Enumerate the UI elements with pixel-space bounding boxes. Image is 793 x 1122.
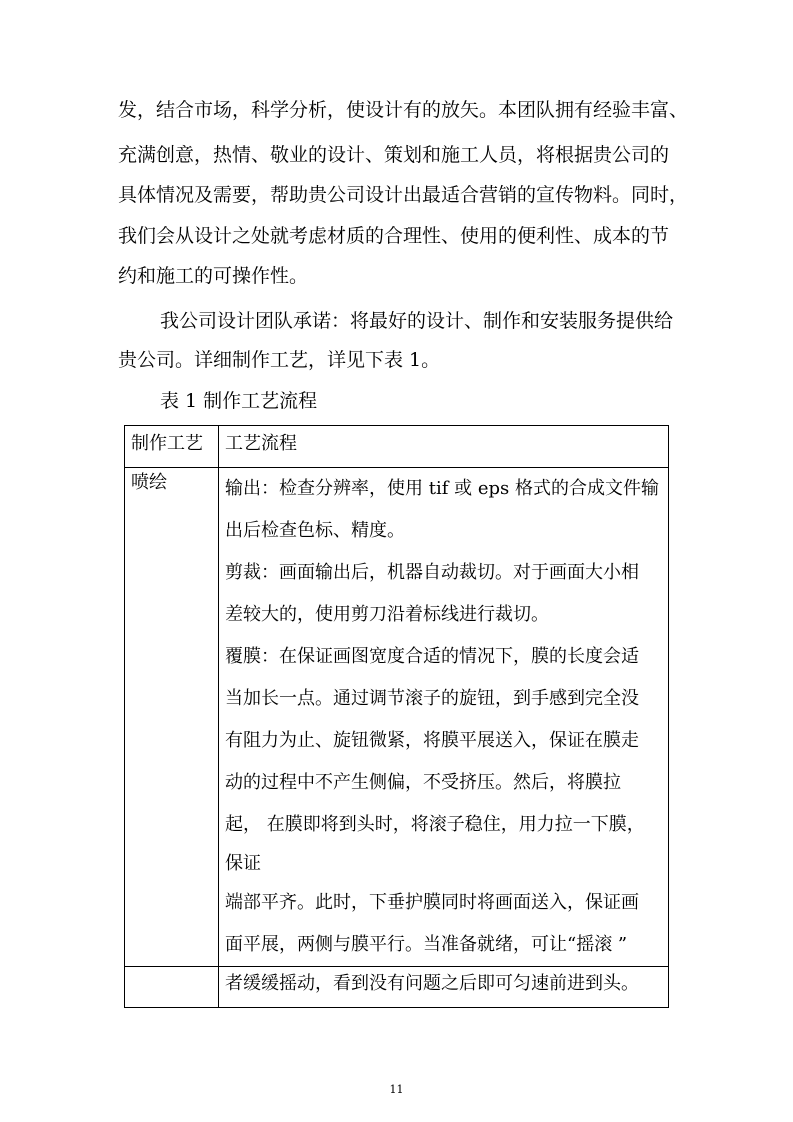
- row-content-cell: [219, 468, 669, 967]
- table-row: [125, 967, 669, 1008]
- cell-line: 差较大的，使用剪刀沿着标线进行裁切。: [225, 604, 549, 625]
- cell-line: 输出：检查分辨率，使用 tif 或 eps 格式的合成文件输: [225, 478, 659, 499]
- cell-line: 覆膜：在保证画图宽度合适的情况下，膜的长度会适: [225, 646, 639, 667]
- cell-line: 起， 在膜即将到头时，将滚子稳住，用力拉一下膜，: [225, 814, 645, 835]
- cell-line: 当加长一点。通过调节滚子的旋钮，到手感到完全没: [225, 688, 639, 709]
- header-cell-process: 制作工艺: [125, 426, 219, 468]
- paragraph-line: 约和施工的可操作性。: [118, 265, 309, 287]
- tail-label-cell: [125, 967, 219, 1008]
- paragraph-line: 我们会从设计之处就考虑材质的合理性、使用的便利性、成本的节: [118, 225, 670, 247]
- page-number: 11: [389, 1083, 404, 1096]
- cell-line: 保证: [225, 853, 261, 874]
- header-cell-flow: 工艺流程: [219, 426, 669, 468]
- cell-line: 面平展，两侧与膜平行。当准备就绪，可让“摇滚 ”: [225, 934, 628, 955]
- paragraph-line: 具体情况及需要，帮助贵公司设计出最适合营销的宣传物料。同时，: [118, 184, 689, 206]
- cell-line: 动的过程中不产生侧偏，不受挤压。然后，将膜拉: [225, 772, 621, 793]
- cell-line: 剪裁：画面输出后，机器自动裁切。对于画面大小相: [225, 562, 639, 583]
- process-table: [124, 425, 669, 1008]
- table-row: [125, 468, 669, 967]
- row-label-cell: 喷绘: [125, 468, 219, 967]
- paragraph-line: 发，结合市场，科学分析，使设计有的放矢。本团队拥有经验丰富、: [118, 99, 689, 121]
- cell-line: 出后检查色标、精度。: [225, 520, 405, 541]
- table-header-row: [125, 426, 669, 468]
- tail-content-cell: 者缓缓摇动，看到没有问题之后即可匀速前进到头。: [219, 967, 669, 1008]
- paragraph-line: 我公司设计团队承诺：将最好的设计、制作和安装服务提供给: [160, 310, 674, 332]
- paragraph-line: 充满创意，热情、敬业的设计、策划和施工人员，将根据贵公司的: [118, 144, 670, 166]
- table-caption: 表 1 制作工艺流程: [160, 390, 318, 412]
- cell-line: 有阻力为止、旋钮微紧，将膜平展送入，保证在膜走: [225, 730, 639, 751]
- paragraph-line: 贵公司。详细制作工艺，详见下表 1。: [118, 349, 441, 371]
- cell-line: 端部平齐。此时，下垂护膜同时将画面送入，保证画: [225, 892, 639, 913]
